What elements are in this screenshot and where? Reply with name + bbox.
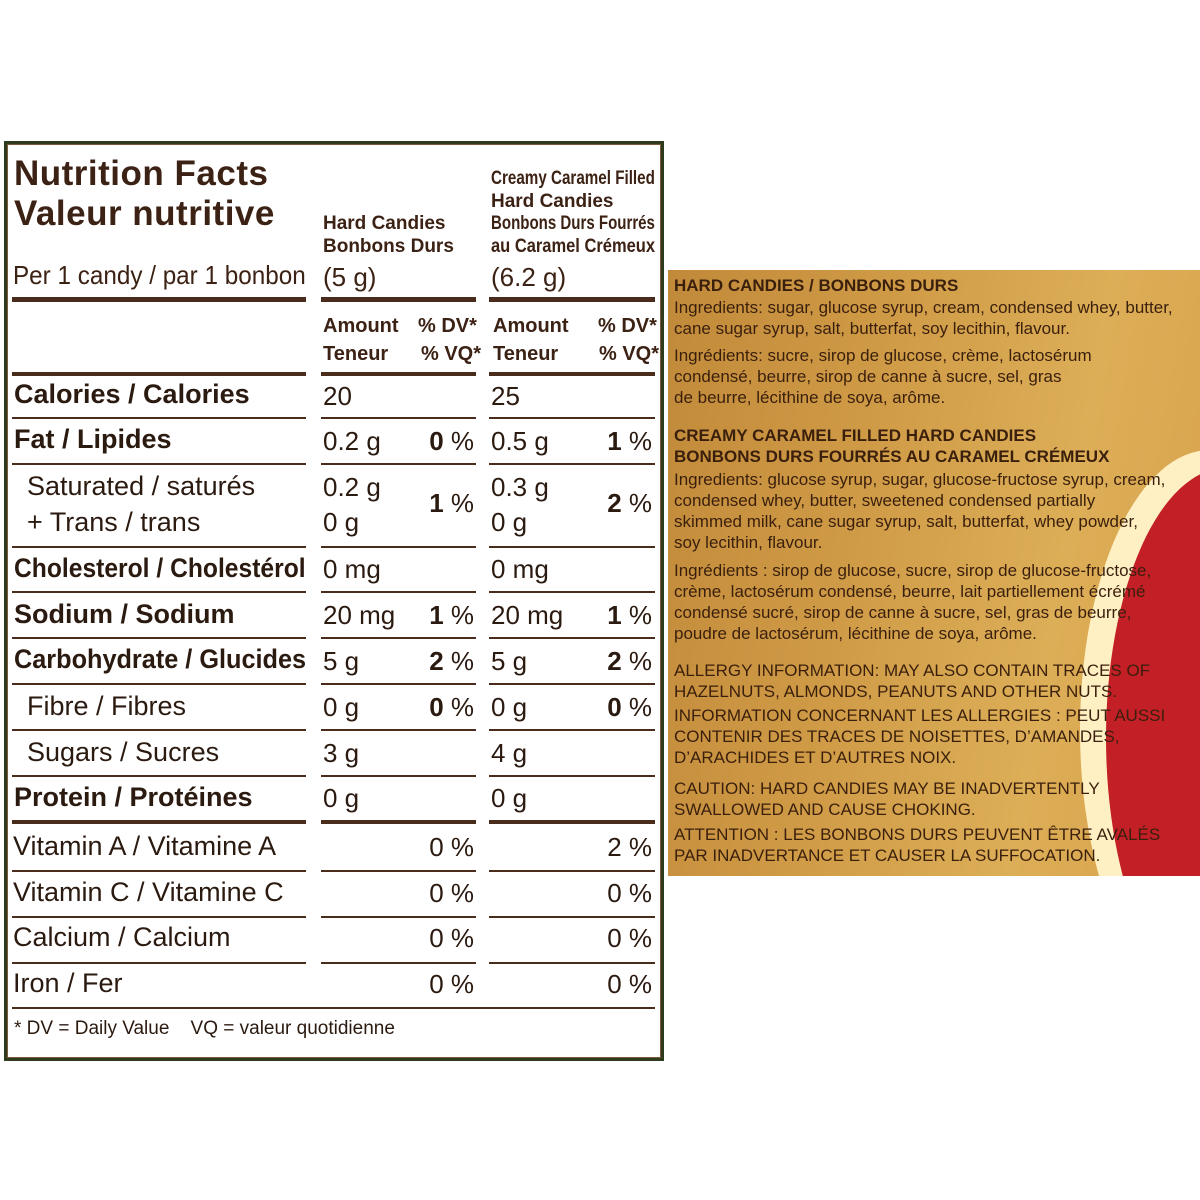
row-calories-v1: 20 (323, 381, 352, 411)
divider (321, 870, 476, 872)
divider (489, 775, 655, 777)
row-saturated-p1: 1 % (429, 488, 474, 518)
divider (12, 546, 306, 548)
row-carbohydrate-v2: 5 g (491, 646, 528, 676)
row-protein-label: Protein / Protéines (14, 782, 253, 812)
amount-rule-col1 (321, 372, 476, 376)
hard-fr-3: de beurre, lécithine de soya, arôme. (674, 388, 946, 407)
row-fibre-v1: 0 g (323, 692, 360, 722)
divider (12, 417, 306, 419)
allergy-en-1: ALLERGY INFORMATION: MAY ALSO CONTAIN TRACES OF (674, 661, 1151, 680)
row-iron-p2: 0 % (607, 969, 652, 999)
allergy-fr-3: D’ARACHIDES ET D’AUTRES NOIX. (674, 748, 957, 767)
divider (321, 729, 476, 731)
hard-en-1: Ingredients: sugar, glucose syrup, cream, condensed whey, butter, (674, 298, 1173, 317)
row-vitamin-c-label: Vitamin C / Vitamine C (13, 877, 284, 907)
row-protein-v1: 0 g (323, 783, 360, 813)
creamy-en-2: condensed whey, butter, sweetened condensed partially (674, 491, 1096, 510)
row-carbohydrate-p1: 2 % (429, 646, 474, 676)
row-vitamin-c-p1: 0 % (429, 878, 474, 908)
caution-fr-2: PAR INADVERTANCE ET CAUSER LA SUFFOCATION. (674, 846, 1101, 865)
row-carbohydrate-v1: 5 g (323, 646, 360, 676)
row-trans-v2: 0 g (491, 507, 528, 537)
row-saturated-p2: 2 % (607, 488, 652, 518)
col2-line3: Bonbons Durs Fourrés (491, 213, 655, 234)
caution-en-2: SWALLOWED AND CAUSE CHOKING. (674, 800, 976, 819)
divider (489, 546, 655, 548)
col1-amount-fr: Teneur (323, 343, 389, 365)
creamy-fr-4: poudre de lactosérum, lécithine de soya, arôme. (674, 624, 1037, 643)
footnote: * DV = Daily Value VQ = valeur quotidienne (14, 1018, 395, 1039)
creamy-en-3: skimmed milk, cane sugar syrup, salt, butterfat, whey powder, (674, 512, 1138, 531)
divider (489, 729, 655, 731)
divider (12, 637, 306, 639)
row-sugars-v2: 4 g (491, 738, 528, 768)
row-saturated-v1: 0.2 g (323, 472, 381, 502)
col1-dv-en: % DV* (418, 315, 477, 337)
col2-amount-en: Amount (493, 315, 569, 337)
row-cholesterol-label: Cholesterol / Cholestérol (14, 553, 306, 583)
row-calories-v2: 25 (491, 381, 520, 411)
divider (489, 870, 655, 872)
row-sodium-v1: 20 mg (323, 600, 396, 630)
row-fibre-label: Fibre / Fibres (27, 691, 187, 721)
divider (12, 870, 306, 872)
row-fat-label: Fat / Lipides (14, 424, 172, 454)
hard-fr-2: condensé, beurre, sirop de canne à sucre, sel, gras (674, 367, 1062, 386)
creamy-en-4: soy lecithin, flavour. (674, 533, 823, 552)
row-fat-v2: 0.5 g (491, 426, 549, 456)
divider (12, 916, 306, 918)
divider (321, 683, 476, 685)
row-fibre-v2: 0 g (491, 692, 528, 722)
divider (12, 962, 306, 964)
divider (12, 683, 306, 685)
col2-line1: Creamy Caramel Filled (491, 168, 655, 189)
divider (12, 463, 306, 465)
col2-size: (6.2 g) (491, 262, 567, 292)
row-carbohydrate-p2: 2 % (607, 646, 652, 676)
thick-divider (321, 820, 476, 824)
header-rule-label (12, 297, 306, 302)
col2-line2: Hard Candies (491, 191, 614, 212)
row-cholesterol-v2: 0 mg (491, 554, 549, 584)
thick-divider (12, 820, 306, 824)
divider (489, 683, 655, 685)
col1-name-en: Hard Candies (323, 213, 446, 234)
allergy-en-2: HAZELNUTS, ALMONDS, PEANUTS AND OTHER NUTS. (674, 682, 1118, 701)
divider (321, 637, 476, 639)
title-fr: Valeur nutritive (14, 194, 275, 233)
hard-en-2: cane sugar syrup, salt, butterfat, soy lecithin, flavour. (674, 319, 1070, 338)
per-serving: Per 1 candy / par 1 bonbon (13, 260, 306, 290)
col1-name-fr: Bonbons Durs (323, 236, 454, 257)
creamy-fr-3: condensé sucré, sirop de canne à sucre, sel, gras de beurre, (674, 603, 1132, 622)
amount-rule-col2 (489, 372, 655, 376)
hard-title: HARD CANDIES / BONBONS DURS (674, 276, 959, 295)
creamy-title-2: BONBONS DURS FOURRÉS AU CARAMEL CRÉMEUX (674, 447, 1110, 466)
row-fibre-p2: 0 % (607, 692, 652, 722)
col2-dv-en: % DV* (598, 315, 657, 337)
title-en: Nutrition Facts (14, 154, 269, 193)
creamy-fr-1: Ingrédients : sirop de glucose, sucre, sirop de glucose-fructose, (674, 561, 1152, 580)
row-fat-p1: 0 % (429, 426, 474, 456)
divider (12, 775, 306, 777)
row-vitamin-a-p2: 2 % (607, 832, 652, 862)
row-protein-v2: 0 g (491, 783, 528, 813)
hard-fr-1: Ingrédients: sucre, sirop de glucose, crème, lactosérum (674, 346, 1092, 365)
row-calcium-p1: 0 % (429, 923, 474, 953)
row-trans-label: + Trans / trans (27, 507, 201, 537)
divider (489, 916, 655, 918)
row-sodium-label: Sodium / Sodium (14, 599, 235, 629)
header-rule-col2 (489, 297, 655, 302)
divider (489, 637, 655, 639)
row-vitamin-a-p1: 0 % (429, 832, 474, 862)
creamy-fr-2: crème, lactosérum condensé, beurre, lait partiellement écrémé (674, 582, 1146, 601)
col1-size: (5 g) (323, 262, 377, 292)
row-saturated-label: Saturated / saturés (27, 471, 256, 501)
divider (321, 546, 476, 548)
row-saturated-v2: 0.3 g (491, 472, 549, 502)
row-fibre-p1: 0 % (429, 692, 474, 722)
divider (489, 962, 655, 964)
divider (489, 463, 655, 465)
caution-en-1: CAUTION: HARD CANDIES MAY BE INADVERTENTLY (674, 779, 1100, 798)
row-iron-p1: 0 % (429, 969, 474, 999)
row-fat-p2: 1 % (607, 426, 652, 456)
creamy-en-1: Ingredients: glucose syrup, sugar, glucose-fructose syrup, cream, (674, 470, 1166, 489)
row-sodium-p1: 1 % (429, 600, 474, 630)
divider (12, 591, 306, 593)
row-fat-v1: 0.2 g (323, 426, 381, 456)
footer-rule (12, 1007, 655, 1009)
row-calories-label: Calories / Calories (14, 379, 250, 409)
row-sugars-label: Sugars / Sucres (27, 737, 220, 767)
divider (321, 916, 476, 918)
divider (321, 417, 476, 419)
divider (321, 775, 476, 777)
row-trans-v1: 0 g (323, 507, 360, 537)
divider (321, 962, 476, 964)
col2-amount-fr: Teneur (493, 343, 559, 365)
row-calcium-p2: 0 % (607, 923, 652, 953)
divider (489, 591, 655, 593)
creamy-title-1: CREAMY CARAMEL FILLED HARD CANDIES (674, 426, 1037, 445)
row-vitamin-c-p2: 0 % (607, 878, 652, 908)
row-sodium-v2: 20 mg (491, 600, 564, 630)
row-iron-label: Iron / Fer (13, 968, 123, 998)
row-carbohydrate-label: Carbohydrate / Glucides (14, 644, 307, 674)
divider (321, 463, 476, 465)
row-calcium-label: Calcium / Calcium (13, 922, 231, 952)
col1-dv-fr: % VQ* (421, 343, 482, 365)
amount-rule-label (12, 372, 306, 376)
allergy-fr-2: CONTENIR DES TRACES DE NOISETTES, D’AMANDES, (674, 727, 1120, 746)
row-cholesterol-v1: 0 mg (323, 554, 381, 584)
allergy-fr-1: INFORMATION CONCERNANT LES ALLERGIES : PEUT AUSSI (674, 706, 1166, 725)
col2-dv-fr: % VQ* (599, 343, 660, 365)
col2-line4: au Caramel Crémeux (491, 236, 656, 257)
row-sugars-v1: 3 g (323, 738, 360, 768)
divider (12, 729, 306, 731)
row-vitamin-a-label: Vitamin A / Vitamine A (13, 831, 277, 861)
col1-amount-en: Amount (323, 315, 399, 337)
caution-fr-1: ATTENTION : LES BONBONS DURS PEUVENT ÊTRE AVALÉS (674, 825, 1161, 844)
row-sodium-p2: 1 % (607, 600, 652, 630)
header-rule-col1 (321, 297, 476, 302)
divider (321, 591, 476, 593)
thick-divider (489, 820, 655, 824)
divider (489, 417, 655, 419)
